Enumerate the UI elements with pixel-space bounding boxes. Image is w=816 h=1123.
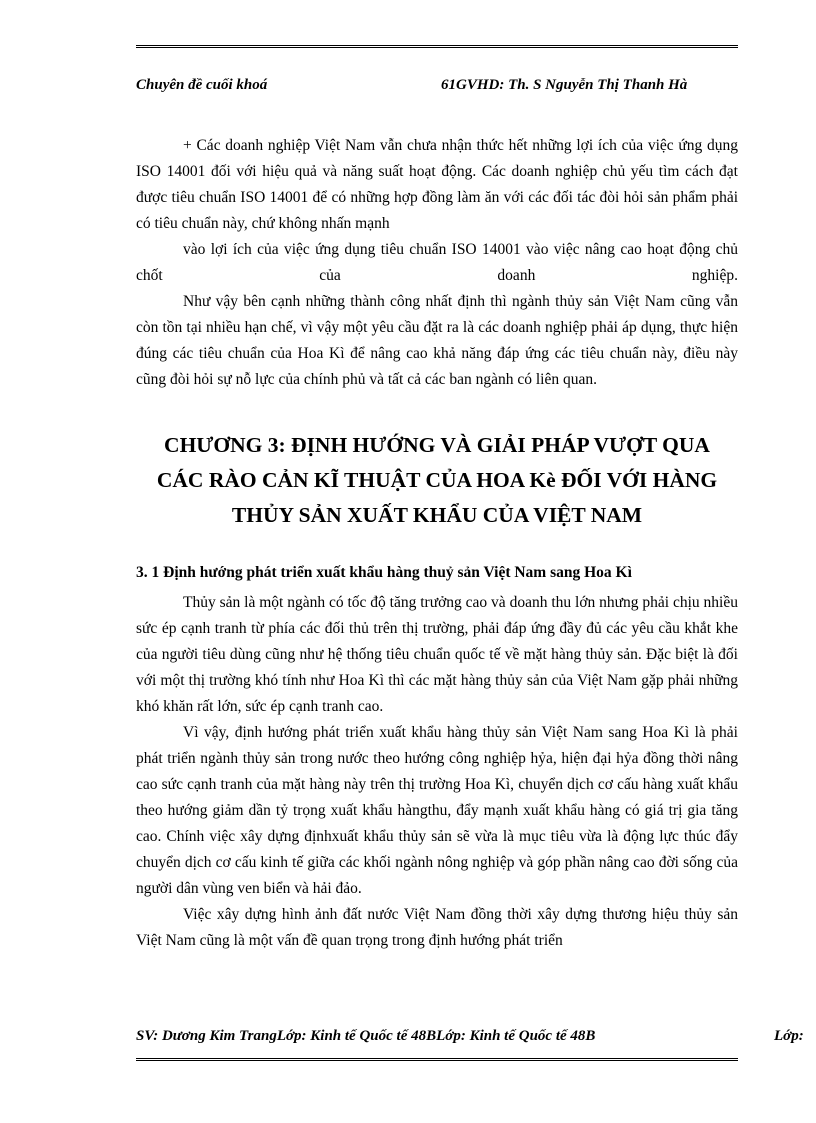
- paragraph-iso-benefits: vào lợi ích của việc ứng dụng tiêu chuẩn ISO 14001 vào việc nâng cao hoạt động chủ chốt của doanh nghiệp.: [136, 241, 738, 284]
- header-rule: [136, 45, 738, 48]
- paragraph-orientation: Vì vậy, định hướng phát triển xuất khẩu hàng thủy sản Việt Nam sang Hoa Kì là phải phát triển ngành thủy sản trong nước theo hướng công nghiệp hỷa, hiện đại hỷa đồng thời nâng cao sức cạnh tranh của mặt hàng này trên thị trường Hoa Kì, chuyển dịch cơ cấu hàng xuất khẩu theo hướng giảm dần tỷ trọng xuất khẩu hàngthu, đẩy mạnh xuất khẩu hàng có giá trị gia tăng cao. Chính việc xây dựng địnhxuất khẩu thủy sản sẽ vừa là mục tiêu vừa là động lực thúc đẩy chuyển dịch cơ cấu kinh tế giữa các khối ngành nông nghiệp và góp phần nâng cao đời sống của người dân vùng ven biển và hải đảo.: [136, 724, 738, 897]
- body-bottom: [136, 590, 738, 954]
- body-top: [136, 133, 738, 393]
- paragraph-iso-awareness: + Các doanh nghiệp Việt Nam vẫn chưa nhận thức hết những lợi ích của việc ứng dụng ISO 14001 đối với hiệu quả và năng suất hoạt động. Các doanh nghiệp chủ yếu tìm cách đạt được tiêu chuẩn ISO 14001 để có những hợp đồng làm ăn với các đối tác đòi hỏi sản phẩm phải có tiêu chuẩn này, chứ không nhấn mạnh: [136, 137, 738, 232]
- footer-student-class: SV: Dương Kim TrangLớp: Kinh tế Quốc tế 48BLớp: Kinh tế Quốc tế 48B: [136, 1028, 596, 1044]
- paragraph-branding: Việc xây dựng hình ảnh đất nước Việt Nam đồng thời xây dựng thương hiệu thủy sản Việt Nam cũng là một vấn đề quan trọng trong định hướng phát triển: [136, 906, 738, 949]
- paragraph-seafood-industry: Thủy sản là một ngành có tốc độ tăng trưởng cao và doanh thu lớn nhưng phải chịu nhiều sức ép cạnh tranh từ phía các đối thủ trên thị trường, phải đáp ứng đầy đủ các yêu cầu khắt khe của người tiêu dùng cũng như hệ thống tiêu chuẩn quốc tế về mặt hàng thủy sản. Đặc biệt là đối với một thị trường khó tính như Hoa Kì thì các mặt hàng thủy sản của Việt Nam gặp phải những khó khăn rất lớn, sức ép cạnh tranh cao.: [136, 594, 738, 715]
- footer-class-label: Lớp:: [774, 1028, 804, 1044]
- section-heading: 3. 1 Định hướng phát triển xuất khẩu hàng thuỷ sản Việt Nam sang Hoa Kì: [136, 564, 632, 581]
- footer-rule: [136, 1058, 738, 1061]
- chapter-title-line: THỦY SẢN XUẤT KHẨU CỦA VIỆT NAM: [231, 503, 643, 527]
- header-page-advisor: 61GVHD: Th. S Nguyễn Thị Thanh Hà: [441, 77, 688, 93]
- header-course-title: Chuyên đề cuối khoá: [136, 77, 268, 93]
- chapter-title-line: CÁC RÀO CẢN KĨ THUẬT CỦA HOA Kè ĐỐI VỚI HÀNG: [156, 468, 718, 492]
- chapter-title-line: CHƯƠNG 3: ĐỊNH HƯỚNG VÀ GIẢI PHÁP VƯỢT QUA: [164, 433, 710, 457]
- paragraph-limitations: Như vậy bên cạnh những thành công nhất định thì ngành thủy sản Việt Nam cũng vẫn còn tồn tại nhiều hạn chế, vì vậy một yêu cầu đặt ra là các doanh nghiệp phải áp dụng, thực hiện đúng các tiêu chuẩn của Hoa Kì để nâng cao khả năng đáp ứng các tiêu chuẩn này, điều này cũng đòi hỏi sự nỗ lực của chính phủ và tất cả các ban ngành có liên quan.: [136, 293, 738, 388]
- chapter-title: [136, 428, 738, 533]
